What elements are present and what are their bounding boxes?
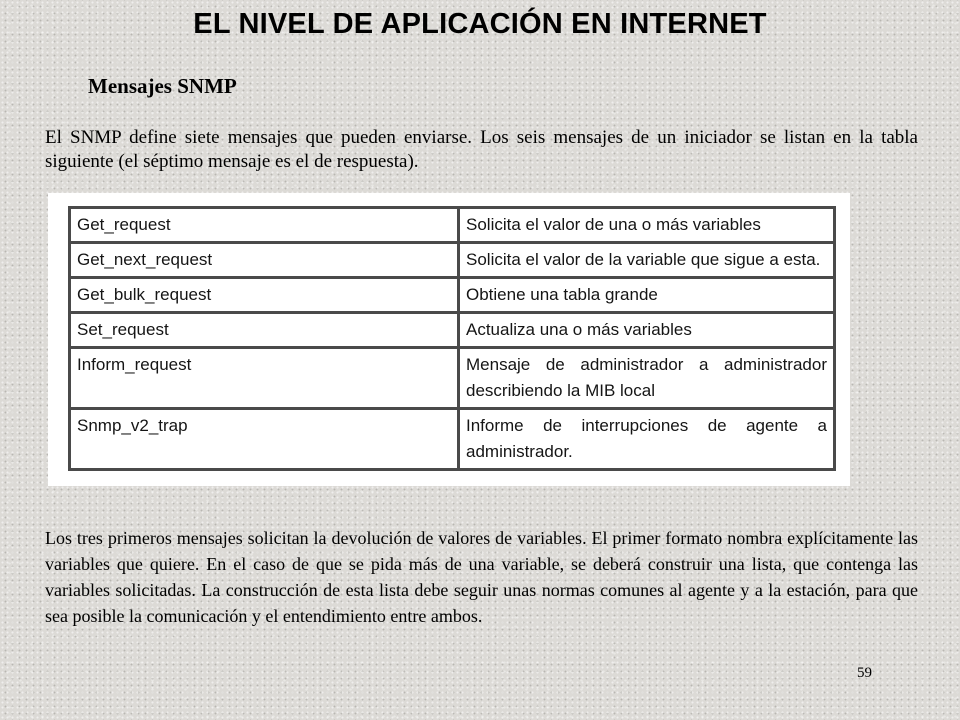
table-row — [70, 313, 835, 348]
body-paragraph: Los tres primeros mensajes solicitan la devolución de valores de variables. El primer formato nombra explícitamente las variables que quiere. En el caso de que se pida más de una variable, se deberá construir una lista, que contenga las variables solicitadas. La construcción de esta lista debe seguir unas normas comunes al agente y a la estación, para que sea posible la comunicación y el entendimiento entre ambos. — [45, 528, 918, 626]
message-description: Obtiene una tabla grande — [459, 278, 835, 313]
table-row — [70, 278, 835, 313]
message-description: Solicita el valor de la variable que sigue a esta. — [459, 243, 835, 278]
message-name: Get_request — [70, 208, 459, 243]
snmp-messages-table — [68, 206, 836, 471]
message-name: Get_next_request — [70, 243, 459, 278]
table-row — [70, 409, 835, 470]
message-name: Get_bulk_request — [70, 278, 459, 313]
message-description: Mensaje de administrador a administrador describiendo la MIB local — [459, 348, 835, 409]
intro-paragraph: El SNMP define siete mensajes que pueden enviarse. Los seis mensajes de un iniciador se listan en la tabla siguiente (el séptimo mensaje es el de respuesta). — [45, 127, 918, 172]
section-subtitle: Mensajes SNMP — [88, 74, 237, 98]
table-image-panel — [48, 193, 850, 486]
message-name: Inform_request — [70, 348, 459, 409]
message-name: Set_request — [70, 313, 459, 348]
table-row — [70, 348, 835, 409]
message-name: Snmp_v2_trap — [70, 409, 459, 470]
message-description: Informe de interrupciones de agente a administrador. — [459, 409, 835, 470]
page-number: 59 — [857, 665, 872, 681]
table-row — [70, 243, 835, 278]
message-description: Actualiza una o más variables — [459, 313, 835, 348]
message-description: Solicita el valor de una o más variables — [459, 208, 835, 243]
table-row — [70, 208, 835, 243]
slide-title: EL NIVEL DE APLICACIÓN EN INTERNET — [193, 8, 767, 40]
